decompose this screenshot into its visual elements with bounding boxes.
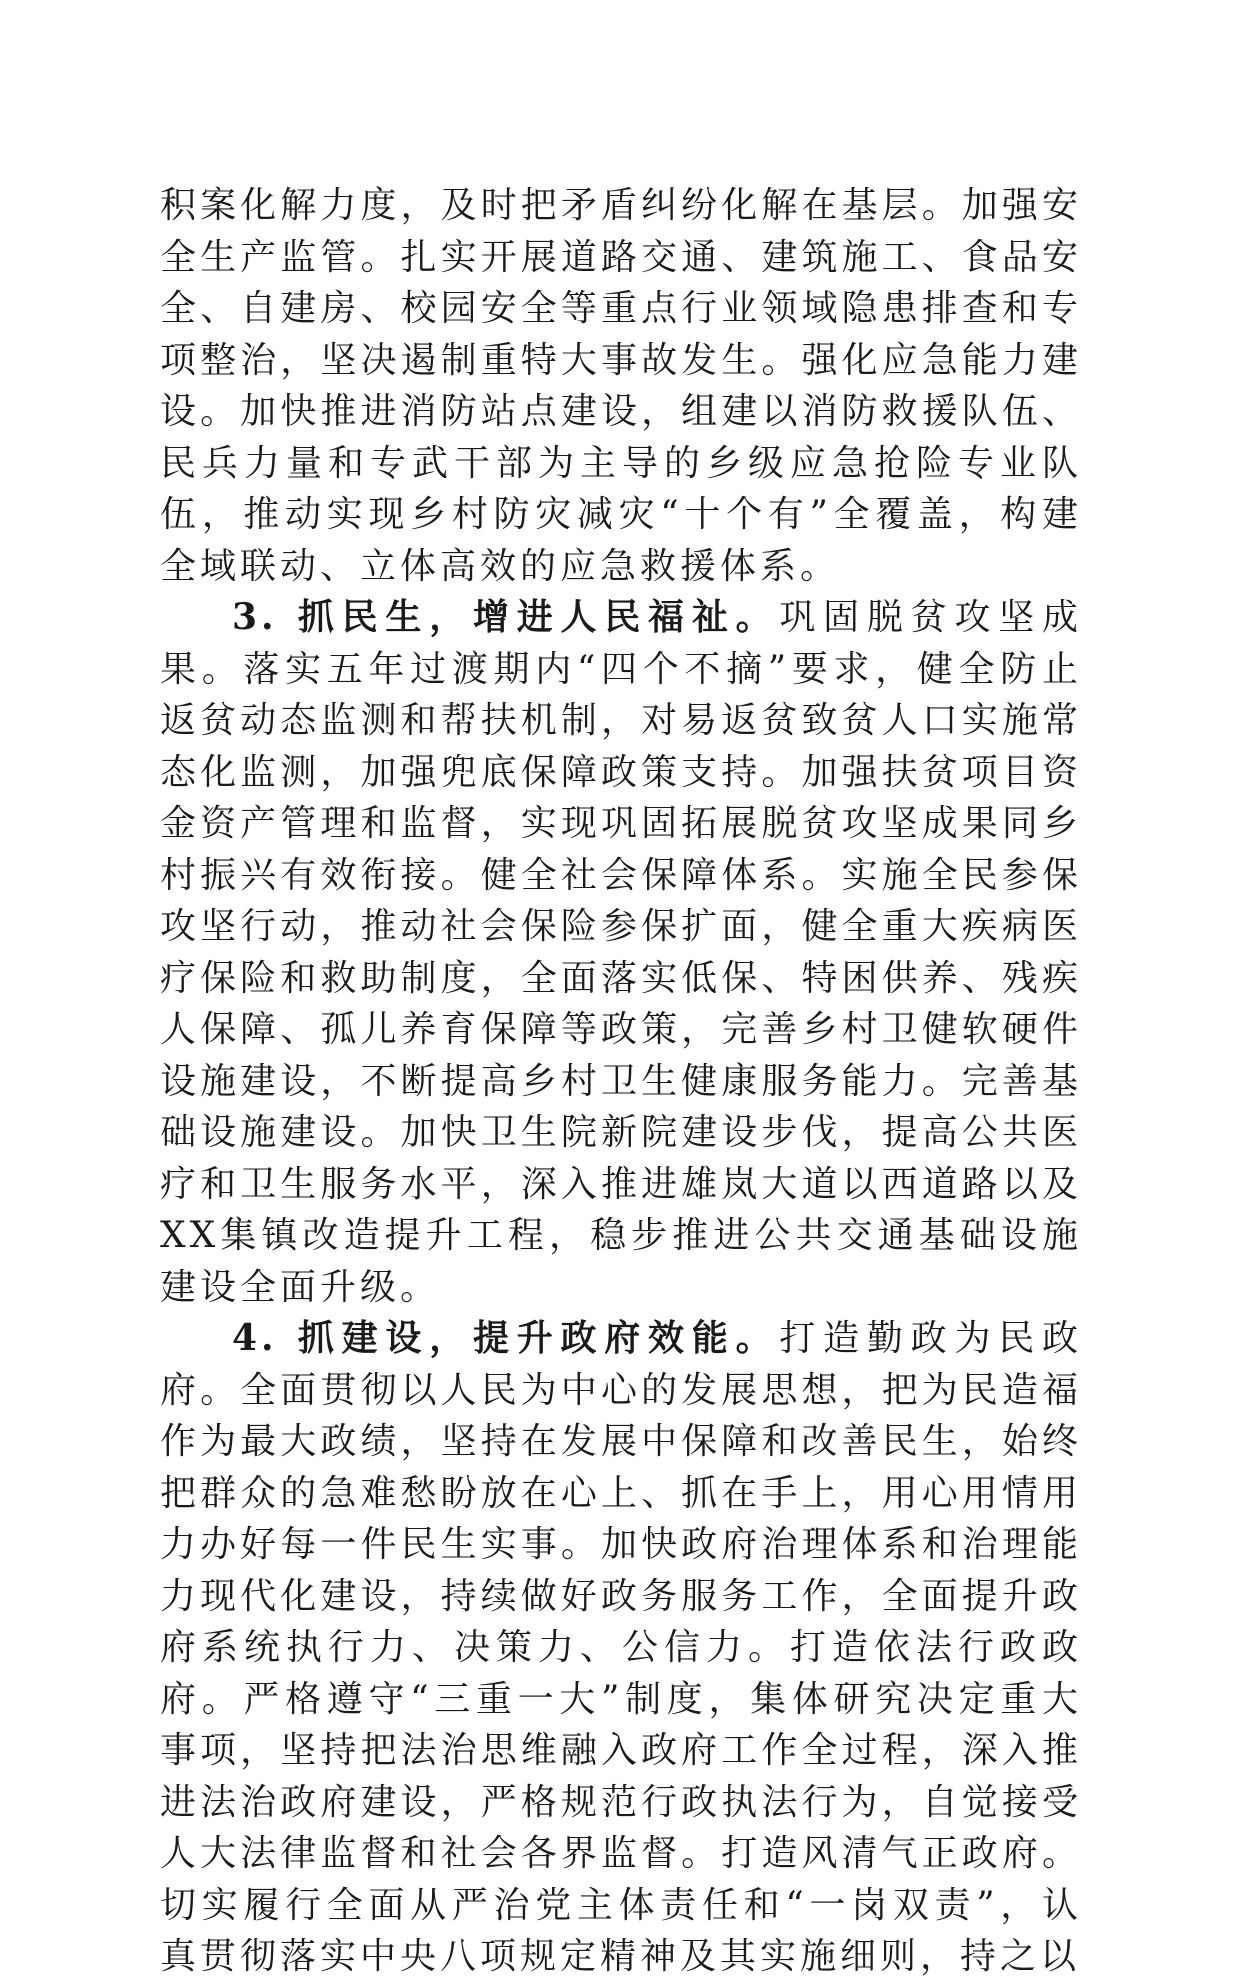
section-heading: 4. 抓建设，提升政府效能。 bbox=[232, 1317, 780, 1359]
paragraph-text: 打造勤政为民政府。全面贯彻以人民为中心的发展思想，把为民造福作为最大政绩，坚持在发展中保障和改善民生，始终把群众的急难愁盼放在心上、抓在手上，用心用情用力办好每一件民生实事。加快政府治理体系和治理能力现代化建设，持续做好政务服务工作，全面提升政府系统执行力、决策力、公信力。打造依法行政政府。严格遵守“三重一大”制度，集体研究决定重大事项，坚持把法治思维融入政府工作全过程，深入推进法治政府建设，严格规范行政执法行为，自觉接受人大法律监督和社会各界监督。打造风清气正政府。切实履行全面从严治党主体责任和“一岗双责”，认真贯彻落实中央八项规定精神及其实施细则，持之以 bbox=[160, 1318, 1082, 1977]
paragraph-section-3 bbox=[160, 592, 1082, 1313]
paragraph-continuation bbox=[160, 180, 1082, 592]
paragraph-text: 积案化解力度，及时把矛盾纠纷化解在基层。加强安全生产监管。扎实开展道路交通、建筑施工、食品安全、自建房、校园安全等重点行业领域隐患排查和专项整治，坚决遏制重特大事故发生。强化应急能力建设。加快推进消防站点建设，组建以消防救援队伍、民兵力量和专武干部为主导的乡级应急抢险专业队伍，推动实现乡村防灾减灾“十个有”全覆盖，构建全域联动、立体高效的应急救援体系。 bbox=[160, 185, 1082, 587]
section-heading: 3. 抓民生，增进人民福祉。 bbox=[232, 596, 780, 638]
document-body bbox=[160, 180, 1082, 1983]
paragraph-section-4 bbox=[160, 1313, 1082, 1983]
paragraph-text: 巩固脱贫攻坚成果。落实五年过渡期内“四个不摘”要求，健全防止返贫动态监测和帮扶机制，对易返贫致贫人口实施常态化监测，加强兜底保障政策支持。加强扶贫项目资金资产管理和监督，实现巩固拓展脱贫攻坚成果同乡村振兴有效衔接。健全社会保障体系。实施全民参保攻坚行动，推动社会保险参保扩面，健全重大疾病医疗保险和救助制度，全面落实低保、特困供养、残疾人保障、孤儿养育保障等政策，完善乡村卫健软硬件设施建设，不断提高乡村卫生健康服务能力。完善基础设施建设。加快卫生院新院建设步伐，提高公共医疗和卫生服务水平，深入推进雄岚大道以西道路以及XX集镇改造提升工程，稳步推进公共交通基础设施建设全面升级。 bbox=[160, 597, 1082, 1308]
